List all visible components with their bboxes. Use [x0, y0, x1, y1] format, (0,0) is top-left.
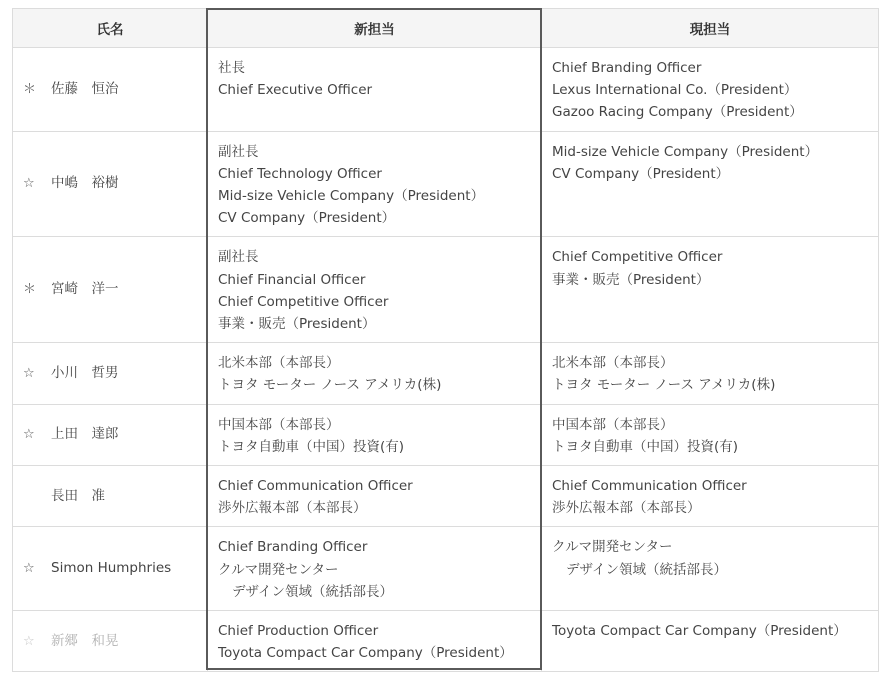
star-mark: ☆ [23, 365, 35, 381]
executive-table-container [12, 8, 878, 672]
role-line: トヨタ モーター ノース アメリカ(株) [552, 377, 776, 394]
name-cell [13, 404, 208, 465]
role-line: 北米本部（本部長） [552, 355, 674, 372]
current-role-cell [542, 404, 879, 465]
role-line: クルマ開発センター [218, 561, 339, 578]
role-line: Chief Communication Officer [218, 478, 413, 495]
role-line: Toyota Compact Car Company（President） [218, 645, 513, 662]
role-line: トヨタ自動車（中国）投資(有) [552, 438, 739, 455]
person-name: 佐藤 恒治 [51, 80, 119, 97]
role-line: デザイン領域（統括部長） [566, 561, 728, 578]
role-line: Chief Executive Officer [218, 82, 373, 99]
new-role-cell [208, 527, 542, 611]
role-line: CV Company（President） [552, 165, 730, 182]
role-line: 副社長 [218, 143, 259, 160]
person-name: 小川 哲男 [51, 364, 119, 381]
role-line: Gazoo Racing Company（President） [552, 104, 803, 121]
person-name: 中嶋 裕樹 [51, 175, 119, 192]
name-cell [13, 48, 208, 132]
table-row [13, 48, 879, 132]
role-line: Lexus International Co.（President） [552, 82, 798, 99]
name-cell [13, 527, 208, 611]
role-line: Chief Communication Officer [552, 478, 747, 495]
role-line: Toyota Compact Car Company（President） [552, 623, 847, 640]
current-role-cell [542, 527, 879, 611]
role-line: 中国本部（本部長） [552, 416, 674, 433]
role-line: トヨタ自動車（中国）投資(有) [218, 438, 405, 455]
person-name: 宮崎 洋一 [51, 281, 119, 298]
person-name: 上田 達郎 [51, 426, 119, 443]
person-name: 新郷 和晃 [51, 632, 119, 649]
role-line: 中国本部（本部長） [218, 416, 340, 433]
table-header-row [13, 9, 879, 48]
header-current-role: 現担当 [542, 9, 879, 48]
current-role-cell [542, 611, 879, 672]
role-line: Chief Branding Officer [552, 60, 702, 76]
new-role-cell [208, 343, 542, 404]
role-line: 渉外広報本部（本部長） [552, 500, 701, 517]
name-cell [13, 466, 208, 527]
role-line: Chief Financial Officer [218, 271, 366, 288]
table-row [13, 131, 879, 237]
asterisk-mark: ＊ [23, 81, 37, 97]
role-line: 事業・販売（President） [552, 271, 710, 288]
header-name: 氏名 [13, 9, 208, 48]
new-role-cell [208, 48, 542, 132]
table-row [13, 611, 879, 672]
star-mark: ☆ [23, 176, 35, 192]
new-role-cell [208, 466, 542, 527]
new-role-cell [208, 611, 542, 672]
table-row [13, 237, 879, 343]
name-cell [13, 237, 208, 343]
star-mark: ☆ [23, 561, 35, 577]
role-line: Chief Branding Officer [218, 539, 368, 556]
asterisk-mark: ＊ [23, 282, 37, 298]
role-line: Mid-size Vehicle Company（President） [552, 143, 819, 160]
role-line: Chief Competitive Officer [552, 249, 723, 266]
name-cell [13, 611, 208, 672]
role-line: Chief Competitive Officer [218, 293, 389, 310]
table-row [13, 527, 879, 611]
star-mark: ☆ [23, 633, 35, 649]
executive-assignment-table [12, 8, 879, 672]
role-line: 渉外広報本部（本部長） [218, 500, 367, 517]
role-line: デザイン領域（統括部長） [232, 583, 394, 600]
person-name: 長田 准 [51, 488, 105, 505]
current-role-cell [542, 131, 879, 237]
person-name: Simon Humphries [51, 560, 172, 577]
role-line: クルマ開発センター [552, 539, 673, 556]
role-line: 副社長 [218, 249, 259, 266]
current-role-cell [542, 343, 879, 404]
name-cell [13, 131, 208, 237]
current-role-cell [542, 48, 879, 132]
new-role-cell [208, 404, 542, 465]
new-role-cell [208, 131, 542, 237]
role-line: Chief Production Officer [218, 623, 379, 640]
role-line: Mid-size Vehicle Company（President） [218, 188, 485, 205]
current-role-cell [542, 237, 879, 343]
table-row [13, 404, 879, 465]
role-line: 事業・販売（President） [218, 316, 376, 333]
star-mark: ☆ [23, 427, 35, 443]
role-line: CV Company（President） [218, 210, 396, 227]
role-line: 社長 [218, 60, 245, 76]
table-row [13, 466, 879, 527]
new-role-cell [208, 237, 542, 343]
current-role-cell [542, 466, 879, 527]
table-row [13, 343, 879, 404]
role-line: Chief Technology Officer [218, 165, 382, 182]
role-line: 北米本部（本部長） [218, 355, 340, 372]
role-line: トヨタ モーター ノース アメリカ(株) [218, 377, 442, 394]
name-cell [13, 343, 208, 404]
header-new-role: 新担当 [208, 9, 542, 48]
